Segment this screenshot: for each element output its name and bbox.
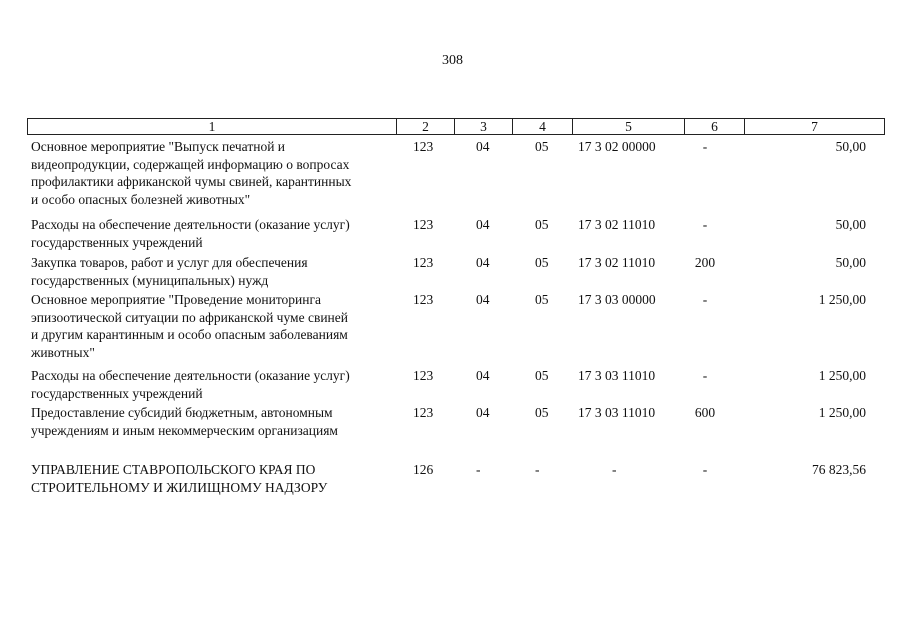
row-code-2: 123 bbox=[413, 217, 434, 232]
row-code-3: 04 bbox=[476, 255, 490, 270]
row-name-line: Расходы на обеспечение деятельности (оказание услуг) bbox=[31, 217, 350, 232]
row-code-2: 123 bbox=[413, 292, 434, 307]
row-code-2: 123 bbox=[413, 368, 434, 383]
row-name bbox=[31, 461, 401, 496]
column-header-row bbox=[28, 119, 885, 135]
row-code-5: 17 3 02 11010 bbox=[578, 255, 656, 270]
column-header-3: 3 bbox=[455, 119, 513, 135]
row-code-4: 05 bbox=[535, 405, 549, 420]
row-code-5: 17 3 02 00000 bbox=[578, 139, 656, 154]
row-amount: 50,00 bbox=[835, 217, 866, 232]
row-name-line: Основное мероприятие "Проведение мониторинга bbox=[31, 292, 322, 307]
row-name bbox=[31, 404, 401, 439]
row-code-6: 600 bbox=[694, 405, 716, 420]
row-code-2: 123 bbox=[413, 255, 434, 270]
row-code-3: 04 bbox=[476, 217, 490, 232]
row-code-2: 126 bbox=[413, 462, 434, 477]
row-amount: 50,00 bbox=[835, 255, 866, 270]
row-code-3: - bbox=[476, 462, 481, 477]
row-code-6: - bbox=[702, 217, 708, 232]
row-name-line: Основное мероприятие "Выпуск печатной и bbox=[31, 139, 286, 154]
column-header-7: 7 bbox=[745, 119, 885, 135]
row-code-6: - bbox=[702, 292, 708, 307]
row-name-line: Закупка товаров, работ и услуг для обеспечения bbox=[31, 255, 308, 270]
row-name bbox=[31, 254, 401, 289]
row-name-line: животных" bbox=[31, 344, 95, 360]
row-name-line: учреждениям и иным некоммерческим организациям bbox=[31, 422, 338, 438]
column-header-table bbox=[27, 118, 885, 135]
row-name bbox=[31, 291, 401, 361]
row-code-3: 04 bbox=[476, 139, 490, 154]
column-header-6: 6 bbox=[685, 119, 745, 135]
row-name-line: государственных учреждений bbox=[31, 385, 203, 401]
row-code-3: 04 bbox=[476, 405, 490, 420]
row-name-line: Расходы на обеспечение деятельности (оказание услуг) bbox=[31, 368, 350, 383]
column-header-2: 2 bbox=[397, 119, 455, 135]
row-amount: 76 823,56 bbox=[812, 462, 866, 477]
row-code-6: - bbox=[702, 139, 708, 154]
row-code-4: - bbox=[535, 462, 540, 477]
row-code-5: 17 3 03 00000 bbox=[578, 292, 656, 307]
row-name-line: и особо опасных болезней животных" bbox=[31, 191, 251, 207]
row-code-2: 123 bbox=[413, 405, 434, 420]
row-code-6: - bbox=[702, 368, 708, 383]
column-header-5: 5 bbox=[573, 119, 685, 135]
row-amount: 50,00 bbox=[835, 139, 866, 154]
row-amount: 1 250,00 bbox=[818, 368, 866, 383]
row-name bbox=[31, 367, 401, 402]
row-code-4: 05 bbox=[535, 255, 549, 270]
row-code-2: 123 bbox=[413, 139, 434, 154]
row-code-4: 05 bbox=[535, 139, 549, 154]
column-header-1: 1 bbox=[28, 119, 397, 135]
row-name-line: эпизоотической ситуации по африканской чуме свиней bbox=[31, 309, 348, 325]
row-code-4: 05 bbox=[535, 368, 549, 383]
row-amount: 1 250,00 bbox=[818, 405, 866, 420]
row-code-5: 17 3 03 11010 bbox=[578, 368, 656, 383]
row-name-line: Предоставление субсидий бюджетным, автономным bbox=[31, 405, 333, 420]
row-name-line: профилактики африканской чумы свиней, карантинных bbox=[31, 174, 352, 189]
row-code-5: 17 3 03 11010 bbox=[578, 405, 656, 420]
row-name-line: СТРОИТЕЛЬНОМУ И ЖИЛИЩНОМУ НАДЗОРУ bbox=[31, 479, 328, 495]
row-name-line: и другим карантинным и особо опасным заболеваниям bbox=[31, 327, 348, 342]
row-name-line: видеопродукции, содержащей информацию о вопросах bbox=[31, 156, 350, 172]
row-code-5: 17 3 02 11010 bbox=[578, 217, 656, 232]
row-code-4: 05 bbox=[535, 217, 549, 232]
row-code-4: 05 bbox=[535, 292, 549, 307]
page-number: 308 bbox=[442, 53, 463, 68]
row-code-6: 200 bbox=[694, 255, 716, 270]
row-name bbox=[31, 216, 401, 251]
row-name-line: УПРАВЛЕНИЕ СТАВРОПОЛЬСКОГО КРАЯ ПО bbox=[31, 462, 316, 477]
row-name-line: государственных (муниципальных) нужд bbox=[31, 272, 269, 288]
row-code-6: - bbox=[702, 462, 708, 477]
row-code-5: - bbox=[612, 462, 617, 477]
row-amount: 1 250,00 bbox=[818, 292, 866, 307]
row-name bbox=[31, 138, 401, 208]
row-name-line: государственных учреждений bbox=[31, 234, 203, 250]
row-code-3: 04 bbox=[476, 292, 490, 307]
column-header-4: 4 bbox=[513, 119, 573, 135]
row-code-3: 04 bbox=[476, 368, 490, 383]
